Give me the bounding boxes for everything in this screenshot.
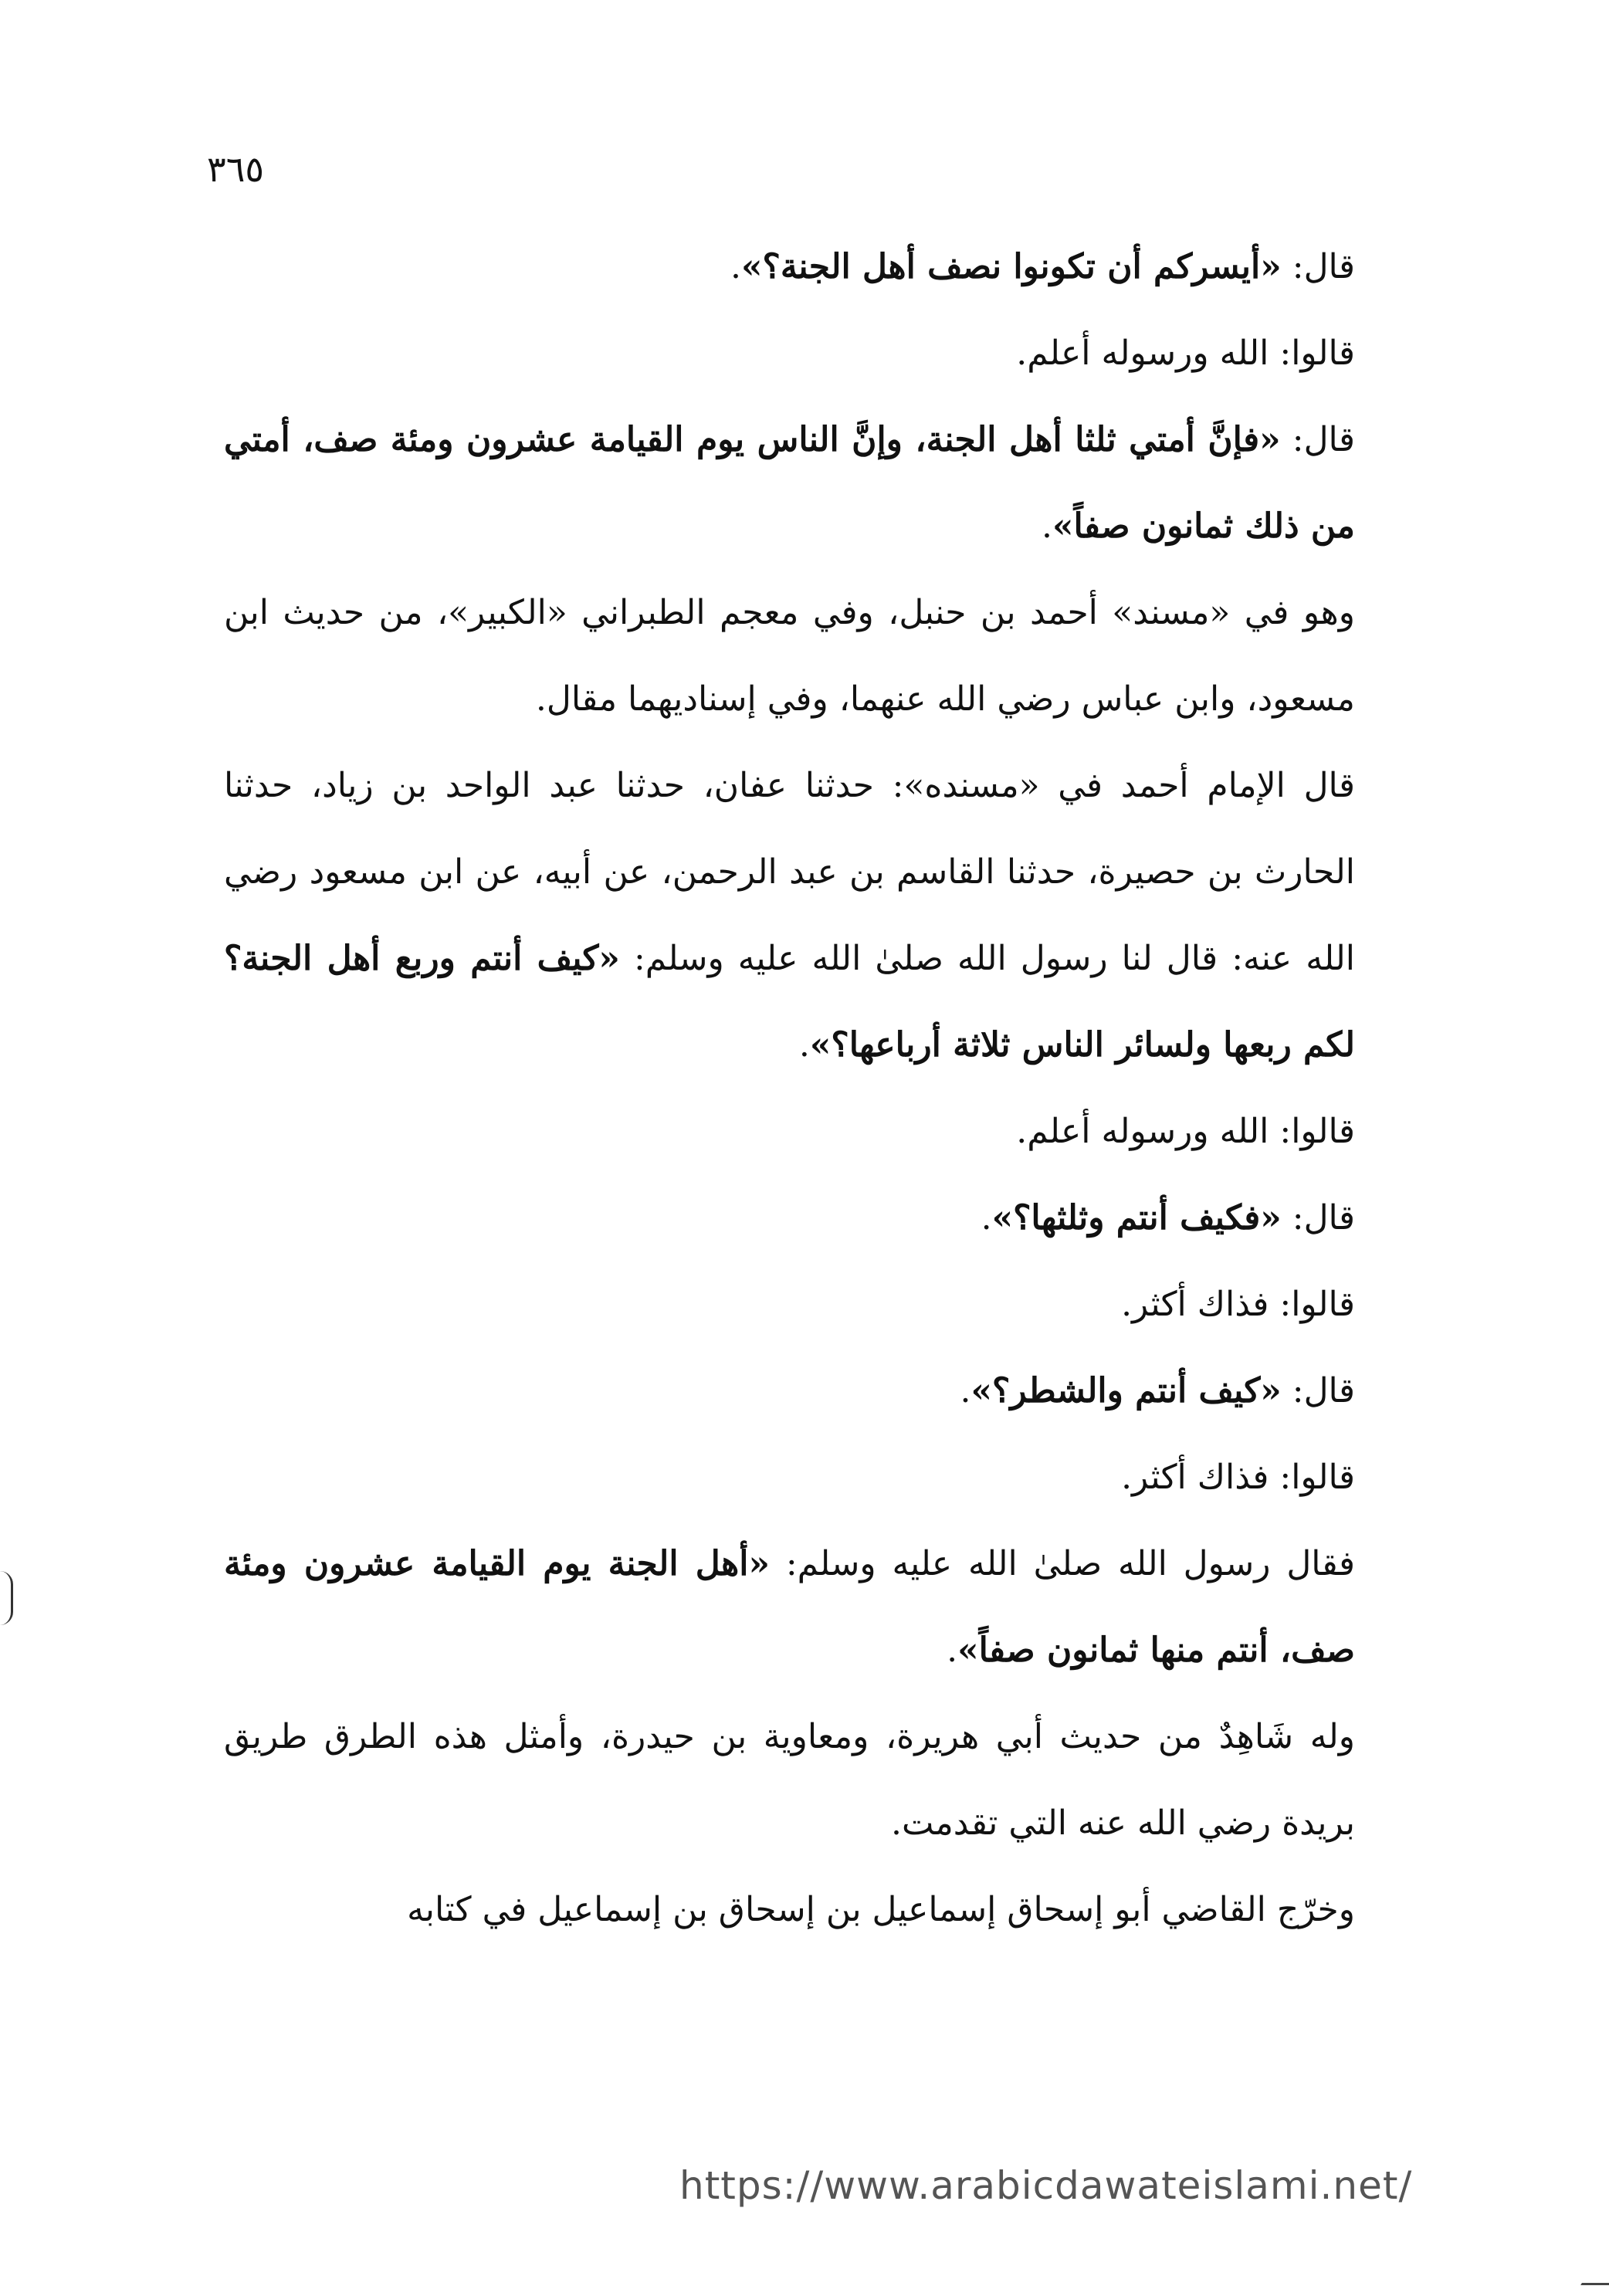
paragraph: [224, 743, 1401, 1089]
paragraph: [224, 310, 1401, 397]
plain-text: قالوا: الله ورسوله أعلم.: [1016, 1112, 1355, 1151]
plain-text: قالوا: فذاك أكثر.: [1121, 1458, 1355, 1497]
plain-text: وخرّج القاضي أبو إسحاق إسماعيل بن إسحاق بن إسماعيل في كتابه: [407, 1890, 1355, 1929]
plain-text: .: [798, 1025, 810, 1065]
quote-text: «كيف أنتم والشطر؟»: [970, 1371, 1282, 1410]
plain-text: .: [1041, 506, 1052, 546]
plain-text: .: [730, 247, 741, 286]
paragraph: [224, 224, 1401, 310]
plain-text: قالوا: الله ورسوله أعلم.: [1016, 334, 1355, 373]
body-text: [224, 224, 1401, 1953]
quote-text: «كيف أنتم وربع أهل الجنة؟ لكم ربعها ولسائر الناس ثلاثة أرباعها؟»: [224, 939, 1355, 1065]
plain-text: .: [947, 1631, 958, 1670]
quote-text: «فكيف أنتم وثلثها؟»: [991, 1198, 1282, 1238]
plain-text: قالوا: فذاك أكثر.: [1121, 1285, 1355, 1324]
plain-text: قال الإمام أحمد في «مسنده»: حدثنا عفان، حدثنا عبد الواحد بن زياد، حدثنا الحارث بن حصيرة، حدثنا القاسم بن عبد الرحمن، عن أبيه، عن ابن مسعود رضي الله عنه: قال لنا رسول الله صلىٰ الله عليه وسلم:: [224, 766, 1355, 978]
paragraph: [224, 1694, 1401, 1867]
paragraph: [224, 1348, 1401, 1434]
paragraph: [224, 1175, 1401, 1261]
plain-text: قال:: [1281, 1198, 1355, 1238]
watermark-url: https://www.arabicdawateislami.net/: [679, 2163, 1413, 2208]
plain-text: قال:: [1280, 420, 1355, 459]
plain-text: فقال رسول الله صلىٰ الله عليه وسلم:: [769, 1544, 1355, 1583]
paragraph: [224, 1434, 1401, 1521]
corner-mark: [1574, 2283, 1609, 2296]
quote-text: «فإنَّ أمتي ثلثا أهل الجنة، وإنَّ الناس يوم القيامة عشرون ومئة صف، أمتي من ذلك ثمانون صفاً»: [224, 420, 1355, 546]
paragraph: [224, 1261, 1401, 1348]
page-number: ٣٦٥: [207, 148, 265, 190]
paragraph: [224, 1867, 1401, 1953]
paragraph: [224, 570, 1401, 743]
paragraph: [224, 1089, 1401, 1175]
quote-text: «أهل الجنة يوم القيامة عشرون ومئة صف، أنتم منها ثمانون صفاً»: [224, 1544, 1355, 1670]
quote-text: «أيسركم أن تكونوا نصف أهل الجنة؟»: [740, 247, 1282, 286]
binding-mark: [0, 1571, 13, 1625]
paragraph: [224, 397, 1401, 570]
plain-text: وله شَاهِدٌ من حديث أبي هريرة، ومعاوية بن حيدرة، وأمثل هذه الطرق طريق بريدة رضي الله عنه التي تقدمت.: [224, 1717, 1355, 1843]
plain-text: وهو في «مسند» أحمد بن حنبل، وفي معجم الطبراني «الكبير»، من حديث ابن مسعود، وابن عباس رضي الله عنهما، وفي إسناديهما مقال.: [224, 593, 1355, 719]
plain-text: قال:: [1281, 247, 1355, 286]
plain-text: .: [960, 1371, 971, 1410]
paragraph: [224, 1521, 1401, 1694]
plain-text: قال:: [1281, 1371, 1355, 1410]
plain-text: .: [981, 1198, 992, 1238]
